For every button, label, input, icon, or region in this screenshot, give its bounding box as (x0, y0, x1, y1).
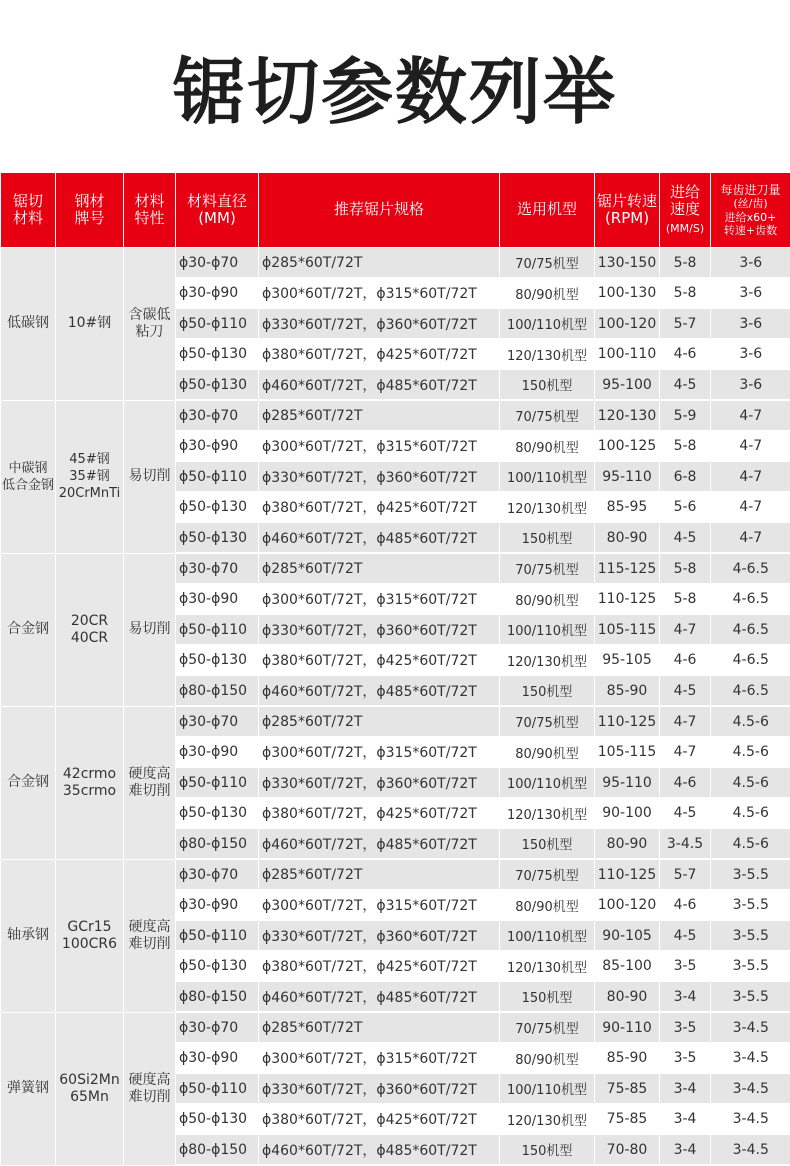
diameter-cell: ϕ50-ϕ130 (176, 492, 259, 523)
rpm-cell: 110-125 (595, 706, 660, 737)
diameter-cell: ϕ50-ϕ110 (176, 768, 259, 798)
material-cell-line: 弹簧钢 (7, 1080, 49, 1096)
property-cell (124, 553, 176, 706)
header-property: 材料 特性 (124, 173, 176, 248)
diameter-cell: ϕ30-ϕ90 (176, 278, 259, 309)
feed-per-tooth-cell: 3-4.5 (711, 1012, 790, 1043)
diameter-cell: ϕ30-ϕ70 (176, 859, 259, 890)
blade-spec-cell: ϕ460*60T/72T，ϕ485*60T/72T (259, 523, 500, 554)
rpm-cell: 85-90 (595, 1043, 660, 1074)
machine-cell: 120/130机型 (500, 645, 595, 676)
diameter-cell: ϕ80-ϕ150 (176, 982, 259, 1013)
grade-cell-line: 100CR6 (62, 936, 117, 952)
rpm-cell: 75-85 (595, 1104, 660, 1135)
machine-cell: 120/130机型 (500, 1104, 595, 1135)
property-cell (124, 706, 176, 859)
feed-per-tooth-cell: 4-6.5 (711, 584, 790, 615)
header-feed-per-tooth: 每齿进刀量 (丝/齿) 进给x60+ 转速+齿数 (711, 173, 790, 248)
saw-parameter-table (0, 172, 790, 1166)
rpm-cell: 85-95 (595, 492, 660, 523)
machine-cell: 70/75机型 (500, 248, 595, 278)
table-row (1, 400, 790, 431)
rpm-cell: 80-90 (595, 829, 660, 860)
diameter-cell: ϕ50-ϕ130 (176, 951, 259, 982)
rpm-cell: 80-90 (595, 523, 660, 554)
material-cell (1, 859, 56, 1012)
machine-cell: 120/130机型 (500, 339, 595, 370)
blade-spec-cell: ϕ330*60T/72T，ϕ360*60T/72T (259, 615, 500, 645)
feed-per-tooth-cell: 3-6 (711, 248, 790, 278)
page-title: 锯切参数列举 (0, 0, 790, 172)
feed-speed-cell: 3-4 (660, 982, 711, 1013)
feed-speed-cell: 4-7 (660, 737, 711, 768)
feed-per-tooth-cell: 4-7 (711, 523, 790, 554)
material-cell (1, 400, 56, 553)
feed-per-tooth-cell: 3-4.5 (711, 1104, 790, 1135)
machine-cell: 100/110机型 (500, 921, 595, 951)
rpm-cell: 105-115 (595, 737, 660, 768)
feed-per-tooth-cell: 4-7 (711, 431, 790, 462)
blade-spec-cell: ϕ460*60T/72T，ϕ485*60T/72T (259, 676, 500, 707)
grade-cell (56, 553, 124, 706)
machine-cell: 70/75机型 (500, 400, 595, 431)
rpm-cell: 100-130 (595, 278, 660, 309)
rpm-cell: 95-110 (595, 768, 660, 798)
diameter-cell: ϕ30-ϕ90 (176, 890, 259, 921)
table-row (1, 706, 790, 737)
material-cell-line: 轴承钢 (7, 927, 49, 943)
property-cell-line: 难切削 (129, 783, 171, 799)
machine-cell: 150机型 (500, 982, 595, 1013)
diameter-cell: ϕ30-ϕ70 (176, 248, 259, 278)
material-cell-line: 合金钢 (7, 774, 49, 790)
material-cell-line: 中碳钢 (8, 461, 47, 476)
property-cell-line: 粘刀 (136, 324, 164, 340)
rpm-cell: 95-100 (595, 370, 660, 401)
rpm-cell: 100-120 (595, 890, 660, 921)
property-cell (124, 248, 176, 401)
diameter-cell: ϕ30-ϕ70 (176, 1012, 259, 1043)
blade-spec-cell: ϕ285*60T/72T (259, 859, 500, 890)
feed-per-tooth-cell: 3-5.5 (711, 951, 790, 982)
machine-cell: 70/75机型 (500, 553, 595, 584)
feed-speed-cell: 3-4 (660, 1104, 711, 1135)
grade-cell (56, 400, 124, 553)
rpm-cell: 115-125 (595, 553, 660, 584)
machine-cell: 150机型 (500, 1135, 595, 1166)
machine-cell: 100/110机型 (500, 462, 595, 492)
rpm-cell: 120-130 (595, 400, 660, 431)
property-cell (124, 400, 176, 553)
material-cell (1, 553, 56, 706)
machine-cell: 120/130机型 (500, 492, 595, 523)
feed-per-tooth-cell: 4-6.5 (711, 553, 790, 584)
diameter-cell: ϕ50-ϕ130 (176, 370, 259, 401)
grade-cell (56, 1012, 124, 1165)
feed-per-tooth-cell: 3-4.5 (711, 1074, 790, 1104)
blade-spec-cell: ϕ285*60T/72T (259, 1012, 500, 1043)
diameter-cell: ϕ50-ϕ130 (176, 523, 259, 554)
property-cell-line: 难切削 (129, 936, 171, 952)
feed-per-tooth-cell: 3-5.5 (711, 982, 790, 1013)
feed-per-tooth-cell: 3-4.5 (711, 1043, 790, 1074)
feed-per-tooth-cell: 3-6 (711, 370, 790, 401)
diameter-cell: ϕ30-ϕ90 (176, 1043, 259, 1074)
property-cell-line: 易切削 (129, 468, 171, 484)
rpm-cell: 85-100 (595, 951, 660, 982)
blade-spec-cell: ϕ380*60T/72T，ϕ425*60T/72T (259, 339, 500, 370)
diameter-cell: ϕ80-ϕ150 (176, 829, 259, 860)
property-cell-line: 硬度高 (129, 766, 171, 782)
table-header-row (1, 173, 790, 248)
grade-cell (56, 248, 124, 401)
feed-speed-cell: 5-8 (660, 431, 711, 462)
diameter-cell: ϕ30-ϕ70 (176, 553, 259, 584)
machine-cell: 80/90机型 (500, 737, 595, 768)
table-row (1, 553, 790, 584)
blade-spec-cell: ϕ285*60T/72T (259, 706, 500, 737)
header-material: 锯切 材料 (1, 173, 56, 248)
machine-cell: 70/75机型 (500, 706, 595, 737)
table-row (1, 1012, 790, 1043)
rpm-cell: 75-85 (595, 1074, 660, 1104)
grade-cell-line: 65Mn (70, 1089, 109, 1105)
rpm-cell: 100-110 (595, 339, 660, 370)
rpm-cell: 105-115 (595, 615, 660, 645)
rpm-cell: 90-100 (595, 798, 660, 829)
blade-spec-cell: ϕ380*60T/72T，ϕ425*60T/72T (259, 951, 500, 982)
diameter-cell: ϕ30-ϕ70 (176, 706, 259, 737)
machine-cell: 70/75机型 (500, 1012, 595, 1043)
header-rpm: 锯片转速 (RPM) (595, 173, 660, 248)
rpm-cell: 90-110 (595, 1012, 660, 1043)
feed-per-tooth-cell: 4-7 (711, 400, 790, 431)
feed-speed-cell: 4-7 (660, 706, 711, 737)
diameter-cell: ϕ50-ϕ130 (176, 1104, 259, 1135)
machine-cell: 70/75机型 (500, 859, 595, 890)
blade-spec-cell: ϕ380*60T/72T，ϕ425*60T/72T (259, 798, 500, 829)
machine-cell: 120/130机型 (500, 951, 595, 982)
header-blade-spec: 推荐锯片规格 (259, 173, 500, 248)
feed-speed-cell: 3-5 (660, 1012, 711, 1043)
feed-speed-cell: 4-6 (660, 339, 711, 370)
feed-speed-cell: 5-9 (660, 400, 711, 431)
header-grade: 钢材 牌号 (56, 173, 124, 248)
blade-spec-cell: ϕ460*60T/72T，ϕ485*60T/72T (259, 1135, 500, 1166)
property-cell-line: 含碳低 (129, 307, 171, 323)
feed-per-tooth-cell: 4.5-6 (711, 798, 790, 829)
feed-speed-cell: 4-6 (660, 768, 711, 798)
rpm-cell: 90-105 (595, 921, 660, 951)
feed-per-tooth-cell: 3-6 (711, 339, 790, 370)
blade-spec-cell: ϕ300*60T/72T，ϕ315*60T/72T (259, 737, 500, 768)
rpm-cell: 95-110 (595, 462, 660, 492)
diameter-cell: ϕ80-ϕ150 (176, 1135, 259, 1166)
property-cell-line: 硬度高 (129, 1072, 171, 1088)
material-cell-line: 低碳钢 (7, 315, 49, 331)
feed-per-tooth-cell: 3-6 (711, 278, 790, 309)
blade-spec-cell: ϕ380*60T/72T，ϕ425*60T/72T (259, 645, 500, 676)
grade-cell-line: 60Si2Mn (59, 1072, 119, 1088)
machine-cell: 150机型 (500, 829, 595, 860)
feed-per-tooth-cell: 4-7 (711, 492, 790, 523)
property-cell-line: 难切削 (129, 1089, 171, 1105)
blade-spec-cell: ϕ285*60T/72T (259, 553, 500, 584)
blade-spec-cell: ϕ330*60T/72T，ϕ360*60T/72T (259, 921, 500, 951)
machine-cell: 150机型 (500, 370, 595, 401)
property-cell (124, 1012, 176, 1165)
rpm-cell: 110-125 (595, 859, 660, 890)
machine-cell: 80/90机型 (500, 278, 595, 309)
feed-speed-cell: 4-5 (660, 676, 711, 707)
feed-speed-cell: 4-5 (660, 370, 711, 401)
diameter-cell: ϕ80-ϕ150 (176, 676, 259, 707)
material-cell-line: 低合金钢 (2, 478, 54, 493)
feed-speed-cell: 5-7 (660, 859, 711, 890)
feed-per-tooth-cell: 4.5-6 (711, 737, 790, 768)
feed-speed-cell: 5-8 (660, 278, 711, 309)
machine-cell: 80/90机型 (500, 431, 595, 462)
machine-cell: 100/110机型 (500, 1074, 595, 1104)
grade-cell-line: 35#钢 (69, 469, 109, 484)
rpm-cell: 110-125 (595, 584, 660, 615)
machine-cell: 80/90机型 (500, 890, 595, 921)
blade-spec-cell: ϕ380*60T/72T，ϕ425*60T/72T (259, 1104, 500, 1135)
feed-speed-cell: 6-8 (660, 462, 711, 492)
blade-spec-cell: ϕ460*60T/72T，ϕ485*60T/72T (259, 829, 500, 860)
grade-cell-line: GCr15 (67, 919, 111, 935)
material-cell (1, 706, 56, 859)
diameter-cell: ϕ30-ϕ90 (176, 737, 259, 768)
machine-cell: 100/110机型 (500, 768, 595, 798)
diameter-cell: ϕ50-ϕ110 (176, 615, 259, 645)
rpm-cell: 85-90 (595, 676, 660, 707)
feed-per-tooth-cell: 3-5.5 (711, 921, 790, 951)
machine-cell: 120/130机型 (500, 798, 595, 829)
feed-per-tooth-cell: 4-6.5 (711, 615, 790, 645)
diameter-cell: ϕ50-ϕ110 (176, 309, 259, 339)
property-cell-line: 易切削 (129, 621, 171, 637)
grade-cell-line: 20CR (71, 613, 108, 629)
rpm-cell: 100-120 (595, 309, 660, 339)
blade-spec-cell: ϕ300*60T/72T，ϕ315*60T/72T (259, 584, 500, 615)
grade-cell-line: 35crmo (63, 783, 116, 799)
diameter-cell: ϕ50-ϕ110 (176, 921, 259, 951)
feed-per-tooth-cell: 4.5-6 (711, 706, 790, 737)
header-feed-speed: 进给 速度 (MM/S) (660, 173, 711, 248)
machine-cell: 100/110机型 (500, 309, 595, 339)
property-cell (124, 859, 176, 1012)
grade-cell-line: 42crmo (63, 766, 116, 782)
feed-speed-cell: 5-7 (660, 309, 711, 339)
feed-speed-cell: 3-5 (660, 1043, 711, 1074)
blade-spec-cell: ϕ300*60T/72T，ϕ315*60T/72T (259, 890, 500, 921)
rpm-cell: 95-105 (595, 645, 660, 676)
feed-per-tooth-cell: 4-6.5 (711, 676, 790, 707)
feed-speed-cell: 3-4 (660, 1074, 711, 1104)
feed-per-tooth-cell: 4.5-6 (711, 768, 790, 798)
grade-cell-line: 45#钢 (69, 452, 109, 467)
rpm-cell: 80-90 (595, 982, 660, 1013)
feed-speed-cell: 5-8 (660, 553, 711, 584)
material-cell (1, 248, 56, 401)
machine-cell: 150机型 (500, 523, 595, 554)
table-body (1, 248, 790, 1166)
header-machine: 选用机型 (500, 173, 595, 248)
blade-spec-cell: ϕ330*60T/72T，ϕ360*60T/72T (259, 768, 500, 798)
feed-speed-cell: 4-5 (660, 921, 711, 951)
feed-per-tooth-cell: 3-5.5 (711, 890, 790, 921)
diameter-cell: ϕ30-ϕ90 (176, 584, 259, 615)
diameter-cell: ϕ50-ϕ130 (176, 645, 259, 676)
feed-per-tooth-cell: 4-7 (711, 462, 790, 492)
feed-speed-cell: 3-5 (660, 951, 711, 982)
feed-speed-cell: 4-5 (660, 523, 711, 554)
feed-speed-cell: 4-5 (660, 798, 711, 829)
rpm-cell: 100-125 (595, 431, 660, 462)
diameter-cell: ϕ50-ϕ110 (176, 1074, 259, 1104)
header-diameter: 材料直径 (MM) (176, 173, 259, 248)
feed-per-tooth-cell: 3-6 (711, 309, 790, 339)
table-row (1, 248, 790, 278)
feed-per-tooth-cell: 3-5.5 (711, 859, 790, 890)
table-row (1, 859, 790, 890)
rpm-cell: 70-80 (595, 1135, 660, 1166)
feed-per-tooth-cell: 3-4.5 (711, 1135, 790, 1166)
material-cell-line: 合金钢 (7, 621, 49, 637)
blade-spec-cell: ϕ330*60T/72T，ϕ360*60T/72T (259, 462, 500, 492)
diameter-cell: ϕ50-ϕ110 (176, 462, 259, 492)
blade-spec-cell: ϕ300*60T/72T，ϕ315*60T/72T (259, 1043, 500, 1074)
material-cell (1, 1012, 56, 1165)
grade-cell (56, 706, 124, 859)
feed-speed-cell: 5-8 (660, 248, 711, 278)
feed-speed-cell: 3-4.5 (660, 829, 711, 860)
blade-spec-cell: ϕ460*60T/72T，ϕ485*60T/72T (259, 982, 500, 1013)
grade-cell-line: 40CR (71, 630, 108, 646)
feed-per-tooth-cell: 4-6.5 (711, 645, 790, 676)
machine-cell: 80/90机型 (500, 584, 595, 615)
property-cell-line: 硬度高 (129, 919, 171, 935)
blade-spec-cell: ϕ300*60T/72T，ϕ315*60T/72T (259, 278, 500, 309)
blade-spec-cell: ϕ380*60T/72T，ϕ425*60T/72T (259, 492, 500, 523)
diameter-cell: ϕ30-ϕ70 (176, 400, 259, 431)
blade-spec-cell: ϕ285*60T/72T (259, 400, 500, 431)
blade-spec-cell: ϕ285*60T/72T (259, 248, 500, 278)
feed-speed-cell: 4-6 (660, 890, 711, 921)
grade-cell-line: 10#钢 (68, 315, 112, 331)
feed-speed-cell: 4-7 (660, 615, 711, 645)
blade-spec-cell: ϕ300*60T/72T，ϕ315*60T/72T (259, 431, 500, 462)
diameter-cell: ϕ30-ϕ90 (176, 431, 259, 462)
feed-per-tooth-cell: 4.5-6 (711, 829, 790, 860)
feed-speed-cell: 5-8 (660, 584, 711, 615)
machine-cell: 100/110机型 (500, 615, 595, 645)
rpm-cell: 130-150 (595, 248, 660, 278)
blade-spec-cell: ϕ330*60T/72T，ϕ360*60T/72T (259, 1074, 500, 1104)
grade-cell-line: 20CrMnTi (59, 486, 121, 501)
diameter-cell: ϕ50-ϕ130 (176, 798, 259, 829)
diameter-cell: ϕ50-ϕ130 (176, 339, 259, 370)
blade-spec-cell: ϕ460*60T/72T，ϕ485*60T/72T (259, 370, 500, 401)
blade-spec-cell: ϕ330*60T/72T，ϕ360*60T/72T (259, 309, 500, 339)
grade-cell (56, 859, 124, 1012)
feed-speed-cell: 4-6 (660, 645, 711, 676)
feed-speed-cell: 5-6 (660, 492, 711, 523)
machine-cell: 80/90机型 (500, 1043, 595, 1074)
feed-speed-cell: 3-4 (660, 1135, 711, 1166)
machine-cell: 150机型 (500, 676, 595, 707)
